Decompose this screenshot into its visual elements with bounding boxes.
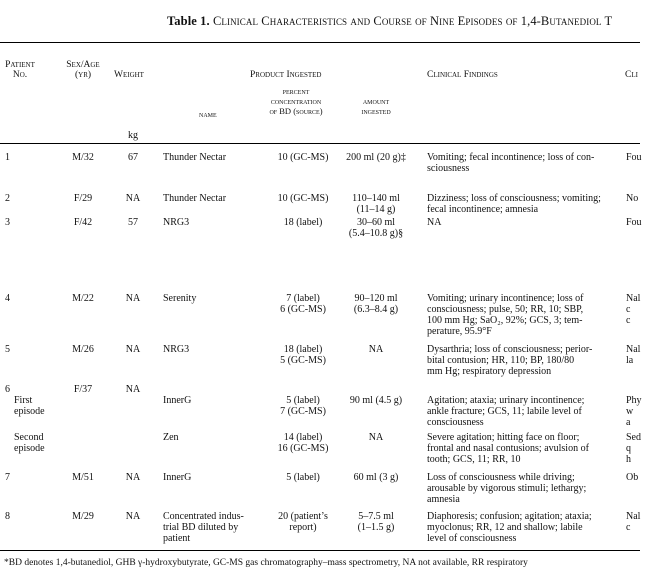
- cell-amount: [337, 217, 415, 239]
- cell-conc: [258, 472, 348, 483]
- cell-weight: [118, 217, 148, 228]
- cell-line: a: [626, 417, 631, 428]
- cell-line: NA: [125, 511, 141, 522]
- cell-line: No: [626, 193, 639, 204]
- cell-course: [626, 344, 646, 366]
- cell-line: NA: [125, 193, 141, 204]
- header-rule: [0, 143, 640, 144]
- cell-conc: [258, 193, 348, 204]
- cell-line: Concentrated indus-: [163, 511, 244, 522]
- cell-findings: [427, 511, 622, 544]
- cell-line: 5 (label): [286, 472, 320, 483]
- cell-conc: [258, 152, 348, 163]
- cell-line: 100 mm Hg; SaO₂, 92%; GCS, 3; tem-: [427, 315, 583, 326]
- cell-line: report): [289, 522, 317, 533]
- cell-line: 90 ml (4.5 g): [349, 395, 403, 406]
- cell-line: (6.3–8.4 g): [353, 304, 399, 315]
- cell-line: 20 (patient’s: [278, 511, 328, 522]
- header-sex-age: Sex/Age (yr): [66, 60, 100, 80]
- cell-amount: [337, 511, 415, 533]
- cell-line: Dizziness; loss of consciousness; vomiting;: [427, 193, 601, 204]
- table-title-text: Clinical Characteristics and Course of Nine Episodes of 1,4-Butanediol T: [212, 14, 613, 28]
- cell-sexage: [62, 217, 104, 228]
- cell-line: myoclonus; RR, 12 and shallow; labile: [427, 522, 583, 533]
- cell-line: M/32: [72, 152, 94, 163]
- cell-line: 60 ml (3 g): [353, 472, 399, 483]
- cell-findings: [427, 432, 622, 465]
- cell-line: NA: [125, 293, 141, 304]
- cell-weight: [118, 293, 148, 304]
- cell-weight: [118, 152, 148, 163]
- cell-line: 18 (label): [283, 217, 323, 228]
- cell-line: h: [626, 454, 631, 465]
- cell-line: M/51: [72, 472, 94, 483]
- cell-course: [626, 293, 646, 326]
- cell-line: 3: [5, 217, 10, 228]
- cell-line: Thunder Nectar: [163, 193, 227, 204]
- cell-line: 6: [5, 384, 10, 395]
- cell-line: M/29: [72, 511, 94, 522]
- cell-weight: [118, 193, 148, 204]
- cell-line: q: [626, 443, 631, 454]
- cell-line: F/29: [73, 193, 93, 204]
- cell-line: M/22: [72, 293, 94, 304]
- cell-line: (11–14 g): [356, 204, 396, 215]
- cell-findings: [427, 472, 622, 505]
- cell-line: trial BD diluted by: [163, 522, 239, 533]
- cell-line: Dysarthria; loss of consciousness; perior-: [427, 344, 593, 355]
- cell-conc: [258, 344, 348, 366]
- cell-name: [163, 193, 258, 204]
- cell-no: [5, 344, 25, 355]
- cell-line: patient: [163, 533, 191, 544]
- cell-line: 7: [5, 472, 10, 483]
- cell-line: Severe agitation; hitting face on floor;: [427, 432, 580, 443]
- cell-line: Vomiting; fecal incontinence; loss of con-: [427, 152, 595, 163]
- cell-line: NA: [368, 344, 384, 355]
- cell-line: episode: [14, 443, 45, 454]
- cell-amount: [337, 293, 415, 315]
- cell-line: 1: [5, 152, 10, 163]
- cell-weight: [118, 384, 148, 395]
- cell-line: 30–60 ml: [356, 217, 396, 228]
- cell-line: NA: [368, 432, 384, 443]
- cell-line: mm Hg; respiratory depression: [427, 366, 552, 377]
- table-title-number: Table 1.: [167, 14, 210, 28]
- cell-line: Loss of consciousness while driving;: [427, 472, 575, 483]
- header-weight-unit: kg: [128, 130, 138, 141]
- cell-line: (1–1.5 g): [357, 522, 395, 533]
- cell-line: 16 (GC-MS): [277, 443, 329, 454]
- cell-no: [5, 472, 25, 483]
- cell-no: [5, 217, 25, 228]
- cell-course: [626, 511, 646, 533]
- cell-line: Serenity: [163, 293, 197, 304]
- cell-no: [5, 193, 25, 204]
- cell-line: Nal: [626, 344, 641, 355]
- cell-line: Second: [14, 432, 44, 443]
- cell-course: [626, 217, 646, 228]
- cell-line: 2: [5, 193, 10, 204]
- cell-conc: [258, 293, 348, 315]
- cell-line: Ob: [626, 472, 639, 483]
- cell-line: Nal: [626, 511, 641, 522]
- cell-line: ankle fracture; GCS, 11; labile level of: [427, 406, 582, 417]
- cell-line: sciousness: [427, 163, 470, 174]
- cell-line: 10 (GC-MS): [277, 152, 329, 163]
- cell-no: [5, 384, 25, 395]
- cell-line: F/37: [73, 384, 93, 395]
- cell-line: 7 (label): [286, 293, 320, 304]
- cell-line: level of consciousness: [427, 533, 517, 544]
- cell-line: NA: [125, 384, 141, 395]
- cell-line: Fou: [626, 152, 642, 163]
- cell-name: [163, 344, 258, 355]
- cell-no: [5, 511, 25, 522]
- cell-line: 57: [128, 217, 138, 228]
- cell-name: [163, 217, 258, 228]
- cell-conc: [258, 395, 348, 417]
- cell-name: [163, 432, 258, 443]
- cell-findings: [427, 293, 622, 337]
- cell-line: NA: [125, 344, 141, 355]
- cell-line: 7 (GC-MS): [280, 406, 326, 417]
- cell-sexage: [62, 193, 104, 204]
- cell-line: Sed: [626, 432, 641, 443]
- cell-weight: [118, 511, 148, 522]
- cell-line: InnerG: [163, 472, 192, 483]
- cell-line: 18 (label): [283, 344, 323, 355]
- cell-line: amnesia: [427, 494, 460, 505]
- cell-line: 6 (GC-MS): [280, 304, 326, 315]
- cell-episode: [14, 432, 64, 454]
- cell-episode: [14, 395, 64, 417]
- cell-line: consciousness: [427, 417, 484, 428]
- cell-conc: [258, 511, 348, 533]
- cell-sexage: [62, 472, 104, 483]
- cell-no: [5, 293, 25, 304]
- cell-name: [163, 472, 258, 483]
- cell-line: Thunder Nectar: [163, 152, 227, 163]
- cell-course: [626, 152, 646, 163]
- cell-line: Phy: [626, 395, 642, 406]
- cell-line: 90–120 ml: [354, 293, 398, 304]
- cell-sexage: [62, 511, 104, 522]
- cell-course: [626, 395, 646, 428]
- cell-sexage: [62, 384, 104, 395]
- cell-line: c: [626, 315, 631, 326]
- header-amount-ingested: amount ingested: [361, 96, 391, 116]
- cell-line: M/26: [72, 344, 94, 355]
- cell-line: 4: [5, 293, 10, 304]
- cell-line: 8: [5, 511, 10, 522]
- cell-line: consciousness; pulse, 50; RR, 10; SBP,: [427, 304, 584, 315]
- header-clinical-findings: Clinical Findings: [427, 70, 498, 80]
- cell-line: Zen: [163, 432, 179, 443]
- cell-course: [626, 472, 646, 483]
- cell-sexage: [62, 293, 104, 304]
- cell-line: 5 (GC-MS): [280, 355, 326, 366]
- header-name: name: [199, 109, 217, 119]
- header-product-ingested: Product Ingested: [250, 70, 322, 80]
- cell-course: [626, 432, 646, 465]
- header-patient: Patient No.: [5, 60, 35, 80]
- cell-findings: [427, 193, 622, 215]
- table-title: [167, 16, 612, 27]
- cell-line: 5–7.5 ml: [358, 511, 394, 522]
- cell-conc: [258, 217, 348, 228]
- cell-line: Fou: [626, 217, 642, 228]
- cell-line: NA: [427, 217, 442, 228]
- cell-line: Agitation; ataxia; urinary incontinence;: [427, 395, 585, 406]
- cell-line: 200 ml (20 g)‡: [346, 152, 406, 163]
- cell-line: F/42: [73, 217, 93, 228]
- cell-line: w: [626, 406, 634, 417]
- header-clinical-course-cut: Cli: [625, 70, 638, 80]
- cell-findings: [427, 395, 622, 428]
- table-footnote: *BD denotes 1,4-butanediol, GHB γ-hydroxybutyrate, GC-MS gas chromatography–mass spectrometry, NA not available, RR respiratory: [4, 558, 528, 568]
- cell-amount: [337, 395, 415, 406]
- cell-line: 5 (label): [286, 395, 320, 406]
- cell-sexage: [62, 152, 104, 163]
- cell-amount: [337, 344, 415, 355]
- cell-weight: [118, 472, 148, 483]
- cell-name: [163, 395, 258, 406]
- footer-rule: [0, 550, 640, 551]
- cell-line: NA: [125, 472, 141, 483]
- cell-line: 10 (GC-MS): [277, 193, 329, 204]
- header-percent-concentration: percent concentration of BD (source): [269, 86, 323, 116]
- cell-amount: [337, 193, 415, 215]
- cell-findings: [427, 217, 622, 228]
- cell-findings: [427, 152, 622, 174]
- cell-amount: [337, 152, 415, 163]
- cell-course: [626, 193, 646, 204]
- cell-line: (5.4–10.8 g)§: [348, 228, 404, 239]
- cell-line: 5: [5, 344, 10, 355]
- cell-conc: [258, 432, 348, 454]
- cell-line: bital contusion; HR, 110; BP, 180/80: [427, 355, 575, 366]
- cell-no: [5, 152, 25, 163]
- cell-line: c: [626, 522, 631, 533]
- cell-line: 110–140 ml: [352, 193, 400, 204]
- cell-line: arousable by vigorous stimuli; lethargy;: [427, 483, 587, 494]
- cell-line: Vomiting; urinary incontinence; loss of: [427, 293, 584, 304]
- header-weight: Weight: [114, 70, 144, 80]
- cell-line: Nal: [626, 293, 641, 304]
- cell-weight: [118, 344, 148, 355]
- cell-line: tooth; GCS, 11; RR, 10: [427, 454, 521, 465]
- cell-line: perature, 95.9°F: [427, 326, 492, 337]
- cell-line: Diaphoresis; confusion; agitation; ataxia;: [427, 511, 592, 522]
- cell-amount: [337, 432, 415, 443]
- cell-line: First: [14, 395, 33, 406]
- cell-findings: [427, 344, 622, 377]
- cell-line: NRG3: [163, 217, 190, 228]
- cell-line: 67: [128, 152, 138, 163]
- cell-line: InnerG: [163, 395, 192, 406]
- cell-name: [163, 293, 258, 304]
- cell-name: [163, 152, 258, 163]
- title-rule: [0, 42, 640, 43]
- cell-line: fecal incontinence; amnesia: [427, 204, 539, 215]
- cell-line: NRG3: [163, 344, 190, 355]
- cell-line: frontal and nasal contusions; avulsion of: [427, 443, 589, 454]
- cell-name: [163, 511, 258, 544]
- cell-sexage: [62, 344, 104, 355]
- cell-amount: [337, 472, 415, 483]
- cell-line: episode: [14, 406, 45, 417]
- cell-line: la: [626, 355, 634, 366]
- cell-line: c: [626, 304, 631, 315]
- cell-line: 14 (label): [283, 432, 323, 443]
